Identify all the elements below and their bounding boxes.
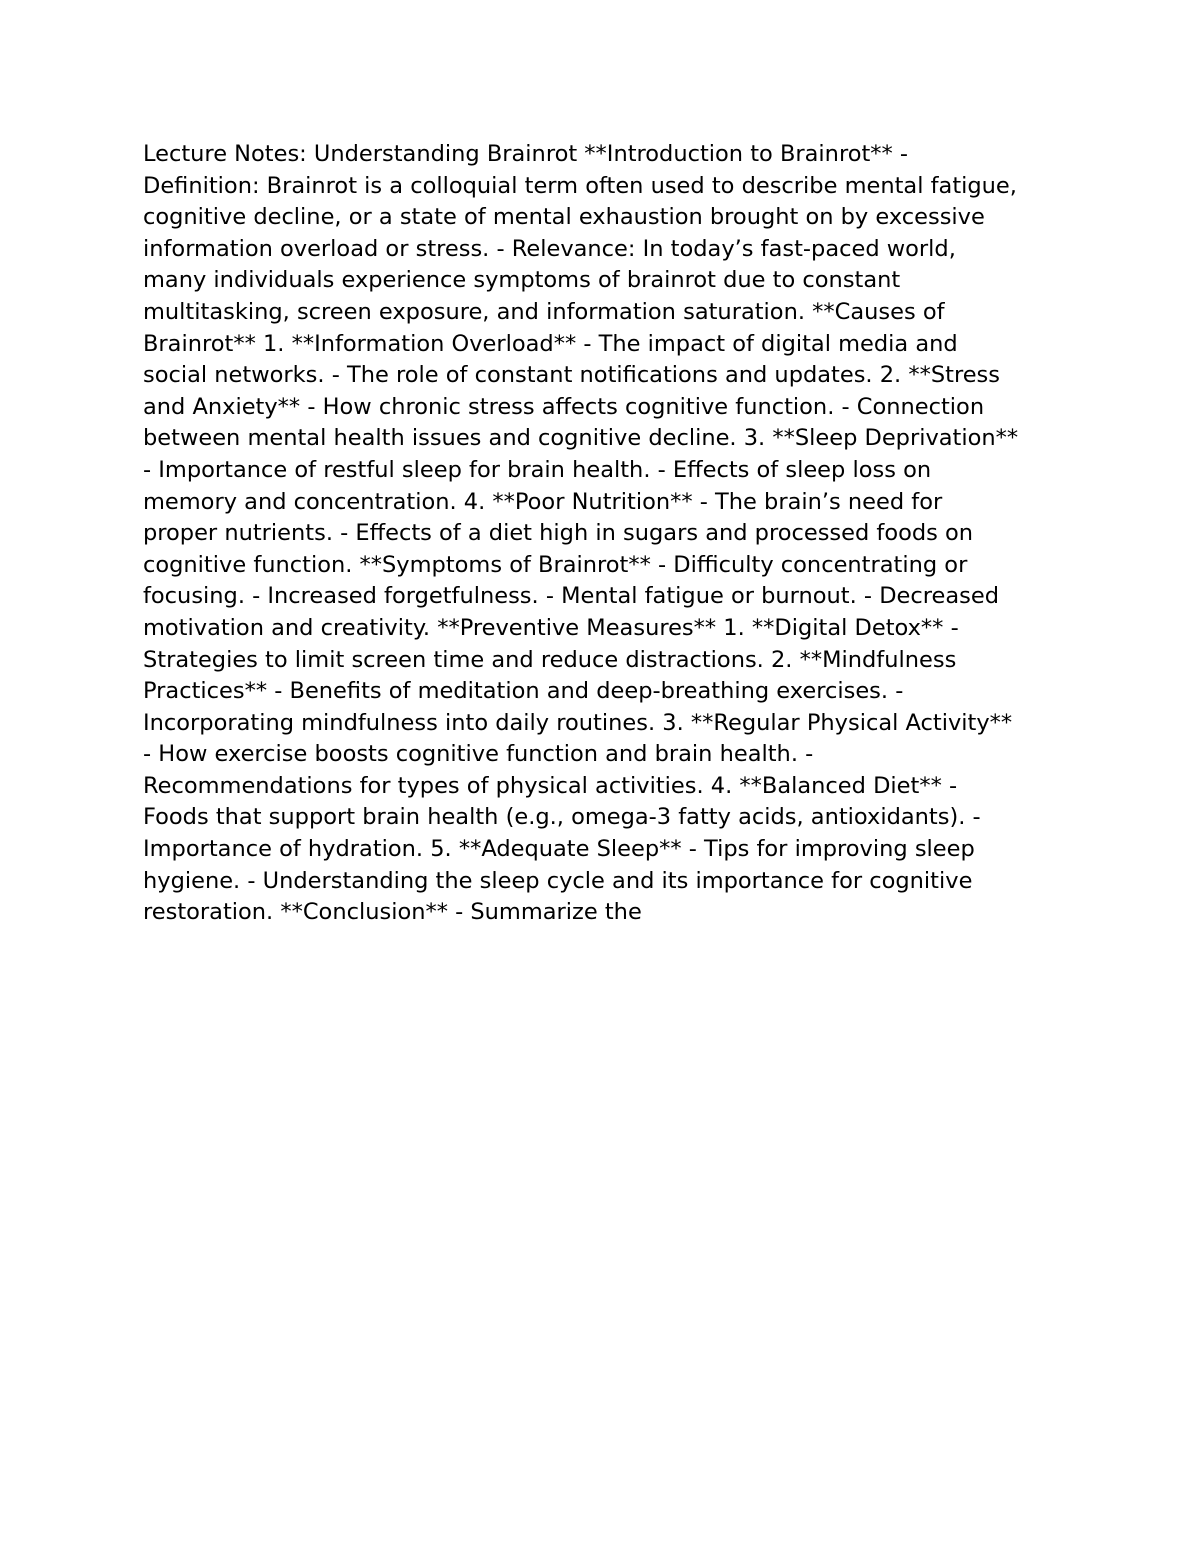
text-line: and Anxiety** - How chronic stress affects cognitive function. - Connection (143, 393, 985, 420)
text-line: multitasking, screen exposure, and information saturation. **Causes of (143, 298, 945, 325)
text-line: Incorporating mindfulness into daily routines. 3. **Regular Physical Activity** (143, 709, 1013, 736)
text-line: many individuals experience symptoms of brainrot due to constant (143, 267, 901, 294)
text-line: - Importance of restful sleep for brain health. - Effects of sleep loss on (143, 456, 932, 483)
text-line: Definition: Brainrot is a colloquial term often used to describe mental fatigue, (143, 172, 1017, 199)
text-line: restoration. **Conclusion** - Summarize the (143, 899, 642, 926)
text-line: - How exercise boosts cognitive function and brain health. - (143, 741, 814, 768)
text-line: Strategies to limit screen time and reduce distractions. 2. **Mindfulness (143, 646, 957, 673)
lecture-notes-text (143, 139, 1068, 929)
text-line: hygiene. - Understanding the sleep cycle and its importance for cognitive (143, 867, 973, 894)
text-line: information overload or stress. - Relevance: In today’s fast-paced world, (143, 235, 956, 262)
text-line: proper nutrients. - Effects of a diet high in sugars and processed foods on (143, 520, 974, 547)
text-line: Lecture Notes: Understanding Brainrot **Introduction to Brainrot** - (143, 141, 909, 167)
text-line: motivation and creativity. **Preventive Measures** 1. **Digital Detox** - (143, 614, 959, 641)
text-line: memory and concentration. 4. **Poor Nutrition** - The brain’s need for (143, 488, 943, 515)
text-line: social networks. - The role of constant notifications and updates. 2. **Stress (143, 362, 1000, 389)
text-line: Recommendations for types of physical activities. 4. **Balanced Diet** - (143, 772, 958, 799)
text-line: focusing. - Increased forgetfulness. - Mental fatigue or burnout. - Decreased (143, 583, 999, 610)
text-line: between mental health issues and cognitive decline. 3. **Sleep Deprivation** (143, 425, 1019, 452)
text-line: Importance of hydration. 5. **Adequate Sleep** - Tips for improving sleep (143, 836, 975, 863)
text-line: Practices** - Benefits of meditation and deep-breathing exercises. - (143, 678, 904, 705)
text-line: cognitive function. **Symptoms of Brainrot** - Difficulty concentrating or (143, 551, 968, 578)
text-line: Brainrot** 1. **Information Overload** - The impact of digital media and (143, 330, 958, 357)
text-line: Foods that support brain health (e.g., omega-3 fatty acids, antioxidants). - (143, 804, 981, 831)
text-line: cognitive decline, or a state of mental exhaustion brought on by excessive (143, 204, 985, 231)
